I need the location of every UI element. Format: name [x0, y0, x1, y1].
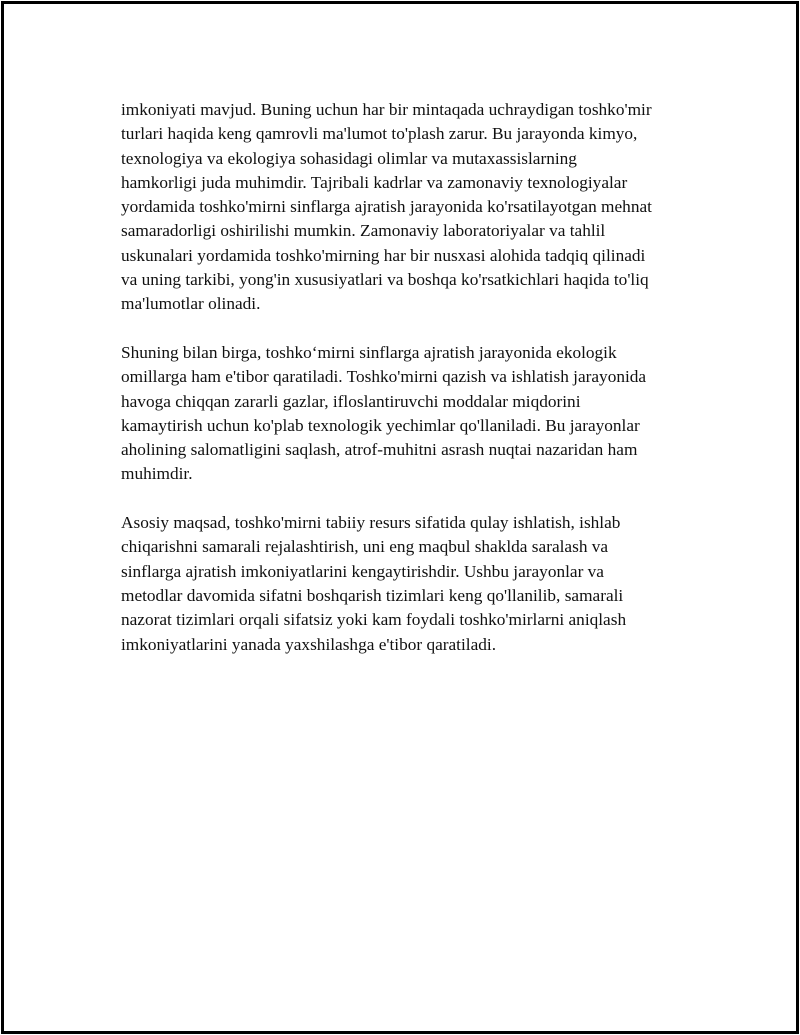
text-line: imkoniyati mavjud. Buning uchun har bir mintaqada uchraydigan toshko'mir [121, 100, 652, 119]
text-line: uskunalari yordamida toshko'mirning har bir nusxasi alohida tadqiq qilinadi [121, 245, 646, 265]
text-line: nazorat tizimlari orqali sifatsiz yoki kam foydali toshko'mirlarni aniqlash [121, 610, 627, 630]
page-frame [1, 1, 799, 1034]
text-line: muhimdir. [121, 464, 193, 484]
document-body [121, 98, 701, 681]
paragraph-1 [121, 98, 701, 317]
text-line: sinflarga ajratish imkoniyatlarini kengaytirishdir. Ushbu jarayonlar va [121, 561, 604, 581]
text-line: imkoniyatlarini yanada yaxshilashga e'tibor qaratiladi. [121, 634, 497, 654]
text-line: va uning tarkibi, yong'in xususiyatlari va boshqa ko'rsatkichlari haqida to'liq [121, 270, 649, 290]
text-line: ma'lumotlar olinadi. [121, 294, 261, 314]
text-line: turlari haqida keng qamrovli ma'lumot to'plash zarur. Bu jarayonda kimyo, [121, 124, 638, 144]
text-line: metodlar davomida sifatni boshqarish tizimlari keng qo'llanilib, samarali [121, 585, 624, 605]
text-line: yordamida toshko'mirni sinflarga ajratish jarayonida ko'rsatilayotgan mehnat [121, 197, 652, 217]
text-line: chiqarishni samarali rejalashtirish, uni eng maqbul shaklda saralash va [121, 537, 609, 557]
text-line: samaradorligi oshirilishi mumkin. Zamonaviy laboratoriyalar va tahlil [121, 221, 606, 241]
text-line: havoga chiqqan zararli gazlar, ifloslantiruvchi moddalar miqdorini [121, 391, 581, 411]
text-line: Asosiy maqsad, toshko'mirni tabiiy resurs sifatida qulay ishlatish, ishlab [121, 513, 621, 533]
text-line: omillarga ham e'tibor qaratiladi. Toshko'mirni qazish va ishlatish jarayonida [121, 367, 647, 387]
paragraph-2 [121, 341, 701, 487]
paragraph-3 [121, 511, 701, 657]
text-line: Shuning bilan birga, toshko‘mirni sinflarga ajratish jarayonida ekologik [121, 342, 617, 362]
text-line: hamkorligi juda muhimdir. Tajribali kadrlar va zamonaviy texnologiyalar [121, 172, 628, 192]
text-line: texnologiya va ekologiya sohasidagi olimlar va mutaxassislarning [121, 148, 577, 168]
text-line: kamaytirish uchun ko'plab texnologik yechimlar qo'llaniladi. Bu jarayonlar [121, 415, 640, 435]
text-line: aholining salomatligini saqlash, atrof-muhitni asrash nuqtai nazaridan ham [121, 440, 638, 460]
